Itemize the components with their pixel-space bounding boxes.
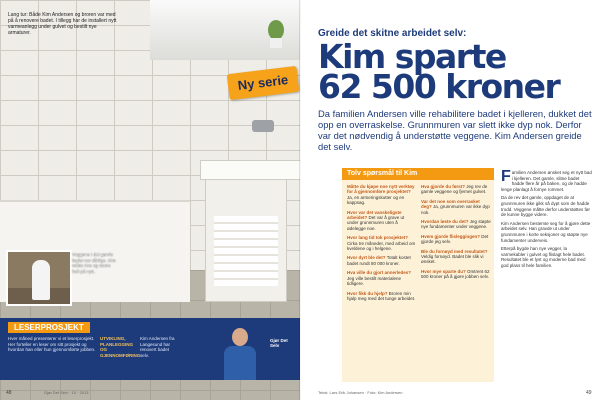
tip-answer: Veldig fornøyd. Badet ble slik vi ønsket. <box>421 254 484 265</box>
body-paragraph: Kim Andersen bestemte seg for å gjøre dette arbeidet selv. Han gravde ut under grunnmuren i korte seksjoner og støpte nye fundamenter underveis. <box>501 220 591 243</box>
page-number-right: 49 <box>586 390 592 396</box>
headline <box>318 37 560 106</box>
tip-question: Hvor lang tid tok prosjektet? <box>347 235 409 241</box>
worker-figure <box>32 260 50 300</box>
tip-question: Hvor dyrt ble det? <box>347 255 387 261</box>
reader-project-text: Hver måned presenterer vi et leserprosjekt. Her forteller en leser om sitt prosjekt og hvordan han eller hun gjennomførte jobben. <box>8 336 96 353</box>
tip-answer: Cirka tre måneder, med arbeid om kveldene og i helgene. <box>347 240 416 252</box>
tip-question: Hva ville du gjort annerledes? <box>347 270 412 276</box>
tip-answer: Jeg rev de gamle veggene og fjernet gulvet. <box>421 184 488 195</box>
tip-answer: Ja, grunnmuren var ikke dyp nok. <box>421 204 490 215</box>
body-paragraph: Etterpå bygde han nye vegger, la varmekabler i gulvet og flislagt hele badet. Resultatet ble et lyst og moderne bad med god plass til hele familien. <box>501 246 586 268</box>
faucet-icon <box>252 120 274 132</box>
tips-box <box>342 168 494 382</box>
portrait-body <box>224 346 256 380</box>
footer-right: Tekst: Lars Erik Johansen · Foto: Kim Andersen <box>318 390 403 395</box>
tip-question: Var det noe som overrasket deg? <box>421 198 480 210</box>
body-text <box>501 170 593 272</box>
tips-column-1 <box>347 184 417 305</box>
inset-photo <box>6 250 72 306</box>
tip-item <box>421 184 491 195</box>
tip-item <box>421 234 491 245</box>
tip-item <box>347 235 417 251</box>
kicker: Greide det skitne arbeidet selv: <box>318 28 467 39</box>
tip-answer: Det gjorde jeg selv. <box>421 233 489 245</box>
tip-answer: Omtrent 62 500 kroner på å gjøre jobben selv. <box>421 268 490 280</box>
reader-project-bar <box>0 318 300 380</box>
tip-question: Hvor mye sparte du? <box>421 268 468 274</box>
headline-line-1: Kim sparte <box>318 37 506 76</box>
tip-question: Måtte du kjøpe noe nytt verktøy for å gjennomføre prosjektet? <box>347 184 415 195</box>
new-series-badge: Ny serie <box>227 66 300 100</box>
headline-line-2: 62 500 kroner <box>318 67 560 106</box>
tip-question: Hva gjorde du først? <box>421 184 467 189</box>
tip-answer: Det var å grave ut under grunnmuren uten å ødelegge noe. <box>347 215 405 231</box>
tip-question: Ble du fornøyd med resultatet? <box>421 248 488 254</box>
tip-item <box>347 270 417 286</box>
body-paragraph <box>501 170 593 192</box>
reader-project-title: LESERPROSJEKT <box>8 322 90 333</box>
inset-caption: Veggene i det gamle badet var dårlige. Kim måtte rive og starte helt på nytt. <box>72 252 116 274</box>
tip-answer: Totalt kostet badet rundt 80 000 kroner. <box>347 255 411 266</box>
tip-answer: Jeg støpte nye fundamenter under veggene. <box>421 219 491 230</box>
reader-project-author: Kim Andersen fra Langesund har renovert badet selv. <box>140 336 175 358</box>
washbasin <box>200 160 300 180</box>
towel-stack <box>214 216 278 286</box>
tip-answer: Broren min hjalp meg med det tunge arbeidet. <box>347 290 416 301</box>
reader-project-highlight: UTVIKLING, PLANLEGGING OG GJENNOMFØRING <box>100 336 141 358</box>
body-paragraph-text: amilien Andersen ønsket seg et nytt bad i kjelleren. Det gamle, slitne badet hadde flere år på baken, og de hadde lenge planlagt å fornye rommet. <box>501 170 592 192</box>
tip-item <box>421 199 491 215</box>
page-gutter <box>299 0 301 400</box>
author-portrait <box>218 322 262 380</box>
tip-item <box>347 255 417 266</box>
tip-item <box>421 269 491 280</box>
towel-shelf <box>205 175 287 302</box>
tip-item <box>421 219 491 230</box>
tip-question: Hvor var det vanskeligste arbeidet? <box>347 209 402 221</box>
tip-item <box>421 249 491 265</box>
plant-pot <box>270 38 282 48</box>
tip-item <box>347 184 417 206</box>
photo-caption: Lang tur: Både Kim Andersen og broren var med på å renovere badet. I tillegg har de installert nytt varmeanlegg under gulvet og bestilt nye armaturer. <box>8 12 117 36</box>
drop-cap: F <box>501 168 511 185</box>
tips-column-2 <box>421 184 491 284</box>
portrait-head <box>232 328 248 346</box>
tip-item <box>347 291 417 302</box>
tip-question: Hvor fikk du hjelp? <box>347 290 389 296</box>
plant-icon <box>268 20 284 40</box>
tip-question: Hvordan løste du det? <box>421 219 470 225</box>
magazine-brand: Gjør Det Selv <box>270 338 288 348</box>
intro-text: Da familien Andersen ville rehabilitere badet i kjelleren, dukket det opp en overraskelse. Grunnmuren var slett ikke dyp nok. Derfor var det nødvendig å understøtte veggene. Kim Andersen greide det selv. <box>318 108 592 152</box>
tip-question: Hvem gjorde flisleggingen? <box>421 233 482 239</box>
tip-answer: Ja, en armeringskutter og en kappsag. <box>347 194 405 206</box>
right-page <box>300 0 600 400</box>
page-number-left: 48 <box>6 390 12 396</box>
tip-answer: Jeg ville bestilt materialene tidligere. <box>347 275 402 287</box>
tip-item <box>347 210 417 232</box>
footer-left: Gjør Det Selv · 10 · 2013 <box>44 390 89 395</box>
tips-title: Tolv spørsmål til Kim <box>342 168 494 180</box>
body-paragraph: Da de rev det gamle, oppdaget de at grunnmuren ikke gikk så dypt som de hadde trodd. Veggene måtte derfor understøttes før de kunne bygge videre. <box>501 195 591 218</box>
